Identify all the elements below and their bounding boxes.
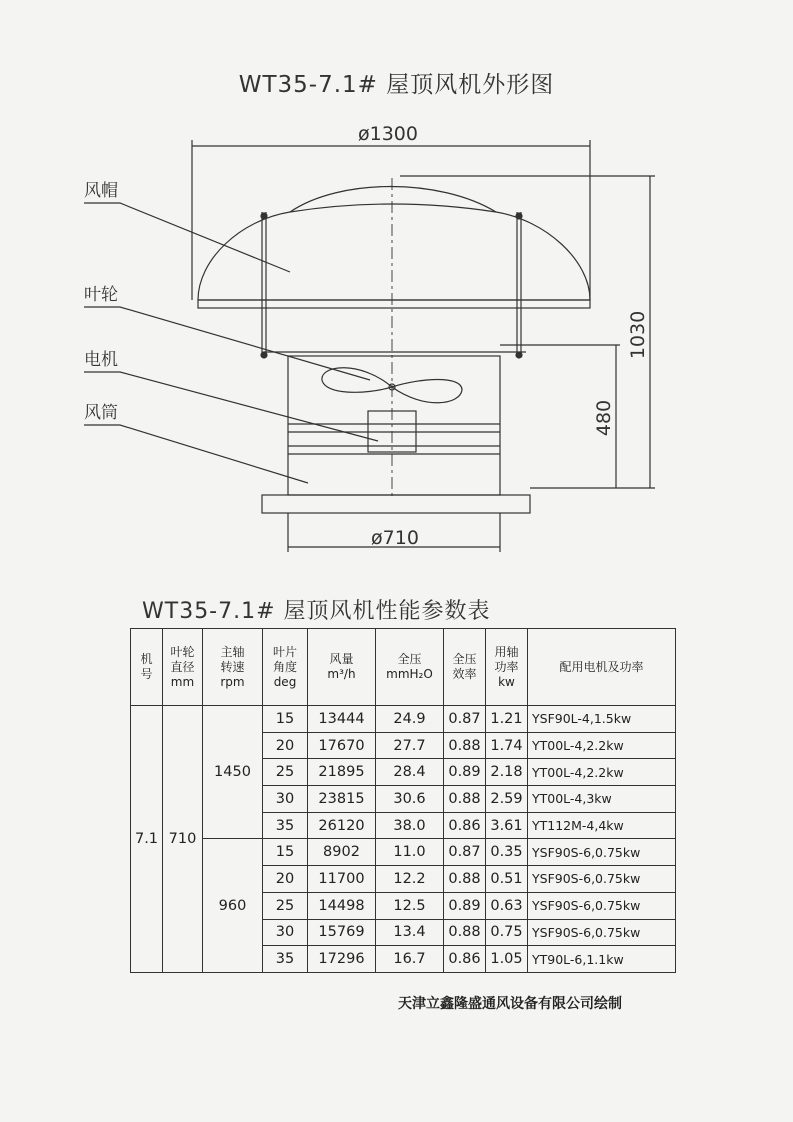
header-text: 风量	[329, 652, 354, 666]
header-text: 转速	[220, 659, 245, 674]
speed-cell: 960	[203, 839, 263, 972]
shaft-power-cell: 3.61	[486, 812, 528, 839]
efficiency-cell: 0.87	[444, 839, 486, 866]
flow-cell: 15769	[308, 919, 376, 946]
efficiency-cell: 0.88	[444, 732, 486, 759]
pressure-cell: 13.4	[376, 919, 444, 946]
flow-cell: 23815	[308, 786, 376, 813]
motor-cell: YSF90S-6,0.75kw	[528, 839, 676, 866]
header-cell	[308, 629, 376, 706]
barrel-height-label: 480	[593, 399, 615, 437]
efficiency-cell: 0.88	[444, 919, 486, 946]
base-flange	[262, 495, 530, 513]
motor-cell: YT00L-4,2.2kw	[528, 759, 676, 786]
motor-cell: YSF90L-4,1.5kw	[528, 706, 676, 733]
motor-cell: YSF90S-6,0.75kw	[528, 919, 676, 946]
shaft-power-cell: 0.51	[486, 866, 528, 893]
total-height-label: 1030	[627, 310, 649, 360]
flow-cell: 21895	[308, 759, 376, 786]
height-dimensions	[400, 176, 655, 488]
motor-label: 电机	[84, 350, 118, 370]
header-text: 直径	[170, 659, 195, 674]
pressure-cell: 11.0	[376, 839, 444, 866]
header-cell	[528, 629, 676, 706]
speed-cell: 1450	[203, 706, 263, 839]
shaft-power-cell: 2.59	[486, 786, 528, 813]
header-text: mm	[170, 674, 195, 689]
cap-label: 风帽	[84, 181, 118, 201]
header-cell	[131, 629, 163, 706]
drawing-title: WT35-7.1# 屋顶风机外形图	[238, 72, 555, 98]
angle-cell: 35	[263, 946, 308, 973]
fan-barrel	[264, 352, 526, 495]
header-text: mmH₂O	[386, 667, 433, 681]
header-cell	[203, 629, 263, 706]
shaft-power-cell: 1.05	[486, 946, 528, 973]
motor-cell: YT00L-4,2.2kw	[528, 732, 676, 759]
efficiency-cell: 0.89	[444, 759, 486, 786]
flow-cell: 13444	[308, 706, 376, 733]
part-leaders	[84, 181, 378, 483]
header-text: 功率	[494, 659, 519, 674]
fan-cap	[198, 187, 590, 309]
shaft-power-cell: 0.63	[486, 892, 528, 919]
angle-cell: 25	[263, 759, 308, 786]
table-row	[131, 839, 676, 866]
header-text: rpm	[220, 674, 245, 689]
shaft-power-cell: 2.18	[486, 759, 528, 786]
header-cell	[163, 629, 203, 706]
header-text: 叶轮	[170, 644, 195, 659]
performance-table	[130, 628, 676, 973]
header-cell	[444, 629, 486, 706]
flow-cell: 17670	[308, 732, 376, 759]
pressure-cell: 28.4	[376, 759, 444, 786]
motor-cell: YT112M-4,4kw	[528, 812, 676, 839]
table-title: WT35-7.1# 屋顶风机性能参数表	[142, 599, 491, 624]
header-text: 号	[140, 667, 153, 681]
efficiency-cell: 0.86	[444, 946, 486, 973]
header-text: 主轴	[220, 644, 245, 659]
header-text: 机	[140, 652, 153, 666]
motor-cell: YSF90S-6,0.75kw	[528, 892, 676, 919]
table-body	[131, 706, 676, 973]
angle-cell: 15	[263, 839, 308, 866]
header-text: 全压	[452, 652, 477, 666]
company-footer: 天津立鑫隆盛通风设备有限公司绘制	[398, 996, 622, 1012]
flow-cell: 17296	[308, 946, 376, 973]
angle-cell: 20	[263, 732, 308, 759]
header-cell	[376, 629, 444, 706]
pressure-cell: 30.6	[376, 786, 444, 813]
angle-cell: 30	[263, 919, 308, 946]
angle-cell: 20	[263, 866, 308, 893]
support-rods	[261, 212, 522, 358]
flow-cell: 14498	[308, 892, 376, 919]
flow-cell: 8902	[308, 839, 376, 866]
header-cell	[263, 629, 308, 706]
efficiency-cell: 0.89	[444, 892, 486, 919]
efficiency-cell: 0.88	[444, 786, 486, 813]
pressure-cell: 12.5	[376, 892, 444, 919]
cap-diameter-dimension	[192, 123, 590, 300]
pressure-cell: 38.0	[376, 812, 444, 839]
flow-cell: 11700	[308, 866, 376, 893]
table-row	[131, 706, 676, 733]
header-text: 配用电机及功率	[559, 659, 644, 674]
efficiency-cell: 0.86	[444, 812, 486, 839]
header-cell	[486, 629, 528, 706]
pressure-cell: 27.7	[376, 732, 444, 759]
angle-cell: 35	[263, 812, 308, 839]
barrel-label: 风筒	[84, 403, 118, 423]
header-text: 效率	[452, 667, 477, 681]
header-text: 全压	[397, 652, 422, 666]
impeller-diameter-cell: 710	[163, 706, 203, 973]
motor-cell: YT00L-4,3kw	[528, 786, 676, 813]
angle-cell: 30	[263, 786, 308, 813]
header-text: 叶片	[272, 644, 297, 659]
header-text: kw	[498, 674, 515, 689]
shaft-power-cell: 0.75	[486, 919, 528, 946]
base-diameter-dimension	[288, 513, 500, 552]
angle-cell: 25	[263, 892, 308, 919]
shaft-power-cell: 1.74	[486, 732, 528, 759]
header-text: m³/h	[327, 667, 356, 681]
pressure-cell: 24.9	[376, 706, 444, 733]
pressure-cell: 12.2	[376, 866, 444, 893]
angle-cell: 15	[263, 706, 308, 733]
motor-cell: YSF90S-6,0.75kw	[528, 866, 676, 893]
pressure-cell: 16.7	[376, 946, 444, 973]
shaft-power-cell: 0.35	[486, 839, 528, 866]
base-diameter-label: ø710	[371, 527, 419, 549]
flow-cell: 26120	[308, 812, 376, 839]
machine-no-cell: 7.1	[131, 706, 163, 973]
shaft-power-cell: 1.21	[486, 706, 528, 733]
header-text: 角度	[272, 659, 297, 674]
cap-diameter-label: ø1300	[358, 123, 418, 145]
efficiency-cell: 0.87	[444, 706, 486, 733]
table-header-row	[131, 629, 676, 706]
header-text: deg	[273, 674, 297, 689]
header-text: 用轴	[494, 644, 519, 659]
efficiency-cell: 0.88	[444, 866, 486, 893]
motor-cell: YT90L-6,1.1kw	[528, 946, 676, 973]
impeller-label: 叶轮	[84, 285, 118, 305]
